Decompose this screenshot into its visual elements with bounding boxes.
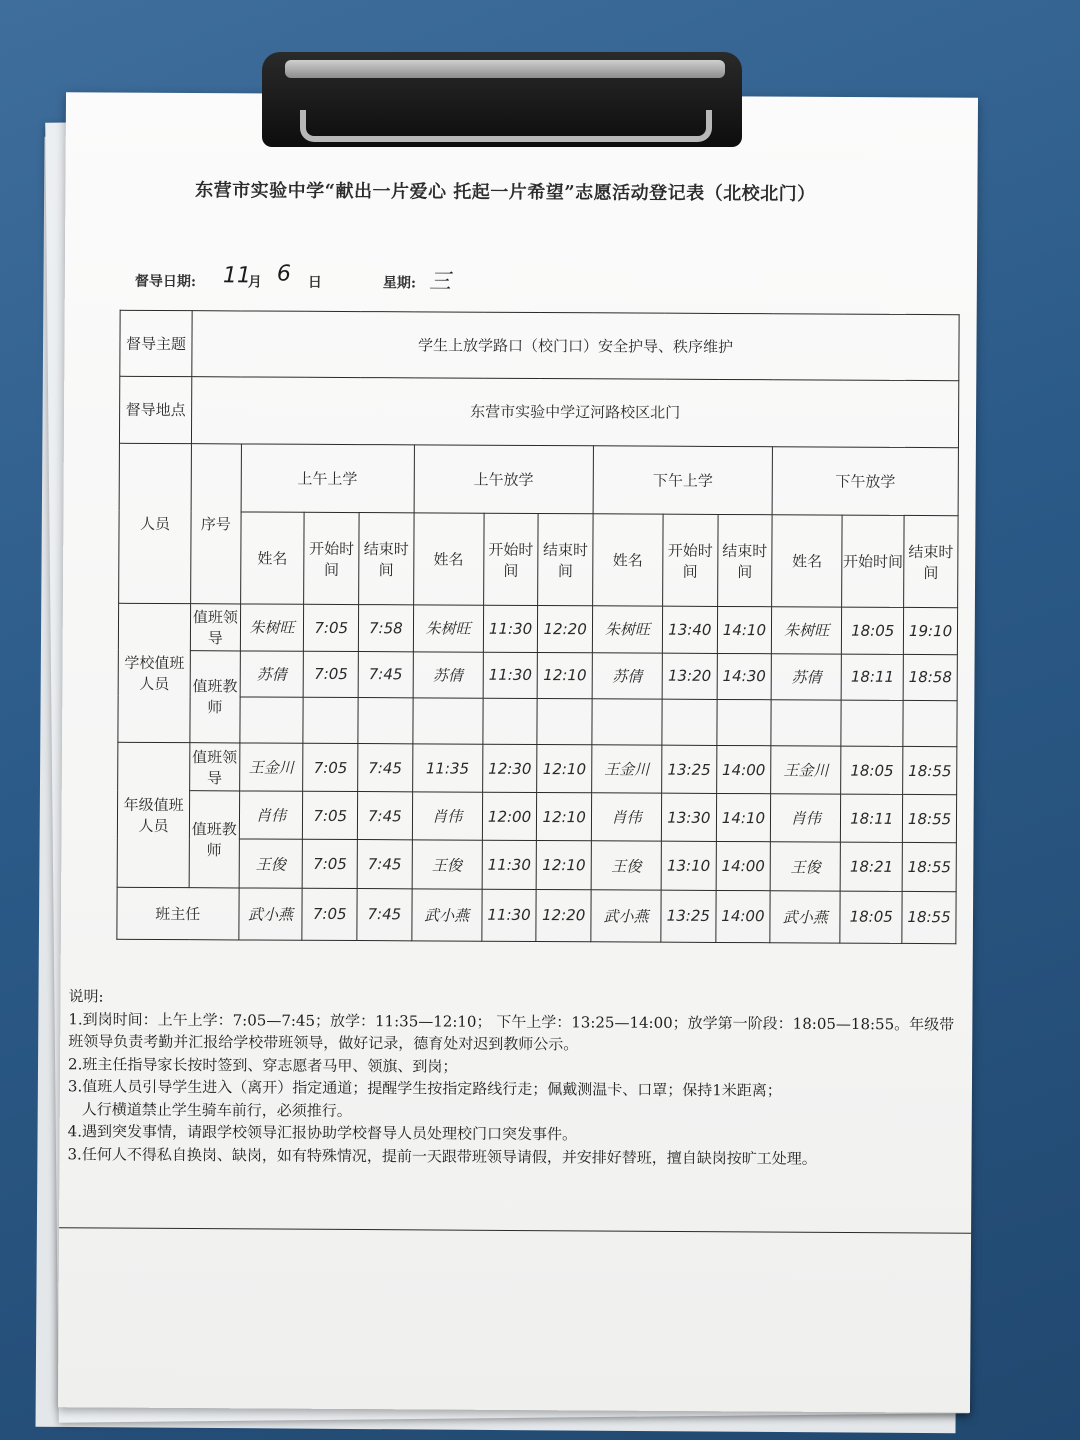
people-header: 人员	[119, 443, 192, 604]
col-start: 开始时间	[483, 513, 538, 606]
note-line-3-cont: 人行横道禁止学生骑车前行，必须推行。	[81, 1099, 352, 1120]
cell-time: 14:00	[716, 745, 771, 794]
cell-time: 14:10	[716, 794, 771, 843]
cell-time: 7:45	[357, 840, 412, 889]
theme-row	[120, 310, 959, 381]
table-row	[118, 650, 957, 701]
role-leader: 值班领导	[190, 604, 240, 650]
cell-time: 18:55	[902, 843, 956, 892]
cell-time: 18:05	[842, 607, 904, 654]
cell-empty	[771, 700, 841, 747]
note-line-5: 3.任何人不得私自换岗、缺岗，如有特殊情况，提前一天跟带班领导请假，并安排好替班，擅自缺岗按旷工处理。	[67, 1144, 817, 1168]
cell-time: 7:45	[358, 744, 413, 793]
location-row	[119, 377, 958, 448]
table-row	[118, 696, 957, 747]
table-row	[118, 604, 957, 655]
registration-table	[116, 310, 959, 944]
cell-time: 7:05	[303, 840, 358, 889]
cell-name: 武小燕	[238, 888, 302, 941]
cell-name: 王俊	[770, 842, 840, 891]
cell-time: 7:05	[304, 651, 359, 698]
role-teacher: 值班教师	[190, 650, 240, 743]
session-header-row	[119, 443, 958, 516]
weekday-label: 星期:	[382, 275, 417, 292]
cell-name: 王金川	[239, 743, 303, 792]
theme-label: 督导主题	[120, 310, 192, 377]
cell-name: 朱树旺	[413, 605, 483, 652]
cell-name: 苏倩	[592, 652, 662, 699]
cell-time: 13:25	[662, 745, 717, 794]
column-header-row	[119, 511, 958, 608]
cell-time: 12:10	[537, 793, 592, 842]
cell-name: 王金川	[592, 745, 662, 794]
cell-empty	[537, 698, 592, 745]
cell-time: 7:05	[303, 792, 358, 841]
col-end: 结束时间	[359, 512, 414, 605]
day-unit: 日	[307, 274, 322, 291]
cell-name: 肖伟	[591, 793, 661, 842]
seq-header: 序号	[191, 443, 241, 604]
session-afternoon-out: 下午放学	[772, 446, 958, 515]
col-name: 姓名	[240, 512, 304, 605]
notes-bottom-border	[59, 1227, 971, 1234]
cell-time: 13:30	[661, 793, 716, 842]
date-day: 6	[276, 261, 291, 287]
cell-time: 12:10	[536, 841, 591, 890]
cell-time: 11:30	[482, 841, 537, 890]
role-teacher: 值班教师	[189, 791, 239, 888]
note-line-2: 2.班主任指导家长按时签到、穿志愿者马甲、领旗、到岗；	[68, 1054, 458, 1076]
cell-empty	[358, 697, 413, 744]
session-afternoon-in: 下午上学	[593, 445, 773, 514]
cell-empty	[483, 698, 538, 745]
cell-time: 18:21	[840, 843, 902, 892]
cell-time: 11:30	[482, 889, 537, 942]
weekday-value: 三	[428, 269, 451, 295]
cell-name: 王俊	[239, 839, 303, 888]
group-grade: 年级值班人员	[117, 742, 190, 887]
notes-section	[67, 985, 958, 1170]
cell-time: 7:45	[358, 651, 413, 698]
cell-name: 王金川	[771, 746, 841, 795]
date-month: 11	[222, 263, 251, 289]
cell-time: 18:11	[841, 654, 903, 701]
cell-time: 14:00	[715, 890, 770, 943]
role-leader: 值班领导	[190, 743, 240, 791]
cell-time: 7:05	[302, 888, 357, 941]
cell-time: 12:00	[482, 792, 537, 841]
cell-name: 王俊	[412, 840, 482, 889]
clip-wire	[300, 110, 712, 142]
cell-time: 7:58	[358, 605, 413, 652]
cell-time: 11:35	[412, 744, 482, 793]
cell-name: 肖伟	[239, 791, 303, 840]
date-label: 督导日期:	[134, 273, 197, 291]
cell-empty	[841, 700, 903, 747]
cell-time: 13:20	[662, 653, 717, 700]
cell-time: 12:10	[537, 652, 592, 699]
cell-empty	[662, 699, 717, 746]
cell-empty	[903, 700, 957, 747]
cell-time: 14:00	[716, 842, 771, 891]
cell-time: 14:30	[717, 653, 772, 700]
table-row	[117, 887, 956, 944]
cell-time: 12:10	[537, 745, 592, 794]
cell-name: 朱树旺	[772, 607, 842, 654]
cell-name: 苏倩	[240, 651, 304, 698]
cell-time: 7:05	[304, 605, 359, 652]
note-line-3: 3.值班人员引导学生进入（离开）指定通道；提醒学生按指定路线行走；佩戴测温卡、口罩；保持1米距离；	[67, 1077, 782, 1100]
cell-name: 朱树旺	[240, 604, 304, 651]
cell-name: 武小燕	[770, 890, 840, 943]
location-value: 东营市实验中学辽河路校区北门	[192, 377, 959, 447]
cell-time: 18:11	[841, 794, 903, 843]
col-start: 开始时间	[304, 512, 359, 605]
cell-time: 7:45	[357, 792, 412, 841]
cell-time: 18:05	[841, 746, 903, 795]
col-name: 姓名	[413, 513, 484, 606]
cell-time: 11:30	[483, 652, 538, 699]
table-row	[117, 839, 956, 892]
cell-name: 武小燕	[591, 889, 661, 942]
cell-time: 14:10	[717, 607, 772, 654]
cell-time: 18:58	[903, 654, 957, 701]
clip-bar	[285, 60, 725, 78]
col-end: 结束时间	[538, 513, 593, 606]
group-school: 学校值班人员	[118, 604, 191, 743]
session-morning-out: 上午放学	[414, 444, 594, 513]
note-line-4: 4.遇到突发事情，请跟学校领导汇报协助学校督导人员处理校门口突发事件。	[67, 1122, 578, 1144]
cell-name: 朱树旺	[592, 606, 662, 653]
cell-time: 12:30	[482, 744, 537, 793]
cell-name: 苏倩	[771, 653, 841, 700]
cell-time: 12:20	[536, 889, 591, 942]
cell-time: 13:40	[662, 607, 717, 654]
table-row	[118, 742, 957, 795]
form-title: 东营市实验中学“献出一片爱心 托起一片希望”志愿活动登记表（北校北门）	[195, 180, 816, 205]
notes-heading: 说明:	[68, 987, 104, 1006]
col-end: 结束时间	[717, 514, 772, 607]
col-start: 开始时间	[663, 514, 718, 607]
month-unit: 月	[247, 274, 262, 291]
cell-name: 武小燕	[412, 889, 482, 942]
location-label: 督导地点	[119, 377, 191, 444]
table-row	[117, 791, 956, 844]
note-line-1: 1.到岗时间：上午上学：7:05—7:45；放学：11:35—12:10； 下午上学：13:25—14:00；放学第一阶段：18:05—18:55。年级带班领导负责考勤并汇报给学校带班领导，做好记录，德育处对迟到教师公示。	[68, 1009, 955, 1054]
cell-time: 13:10	[661, 842, 716, 891]
cell-empty	[592, 699, 662, 746]
cell-time: 7:05	[303, 743, 358, 792]
cell-empty	[717, 699, 772, 746]
cell-time: 18:55	[903, 746, 957, 795]
cell-empty	[303, 697, 358, 744]
cell-time: 12:20	[538, 606, 593, 653]
theme-value: 学生上放学路口（校门口）安全护导、秩序维护	[192, 311, 959, 381]
col-name: 姓名	[593, 514, 664, 607]
cell-time: 11:30	[483, 606, 538, 653]
group-head-teacher: 班主任	[117, 887, 239, 940]
session-morning-in: 上午上学	[241, 444, 414, 513]
cell-time: 13:25	[661, 890, 716, 943]
cell-time: 7:45	[357, 888, 412, 941]
col-name: 姓名	[772, 515, 843, 608]
cell-name: 王俊	[591, 841, 661, 890]
cell-time: 18:55	[903, 795, 957, 844]
cell-name: 肖伟	[412, 792, 482, 841]
col-end: 结束时间	[904, 515, 958, 608]
cell-empty	[239, 697, 303, 744]
cell-name: 苏倩	[413, 651, 483, 698]
cell-time: 19:10	[904, 608, 958, 655]
cell-name: 肖伟	[771, 794, 841, 843]
cell-empty	[413, 698, 483, 745]
cell-time: 18:55	[902, 891, 956, 944]
cell-time: 18:05	[840, 891, 902, 944]
col-start: 开始时间	[842, 515, 904, 608]
